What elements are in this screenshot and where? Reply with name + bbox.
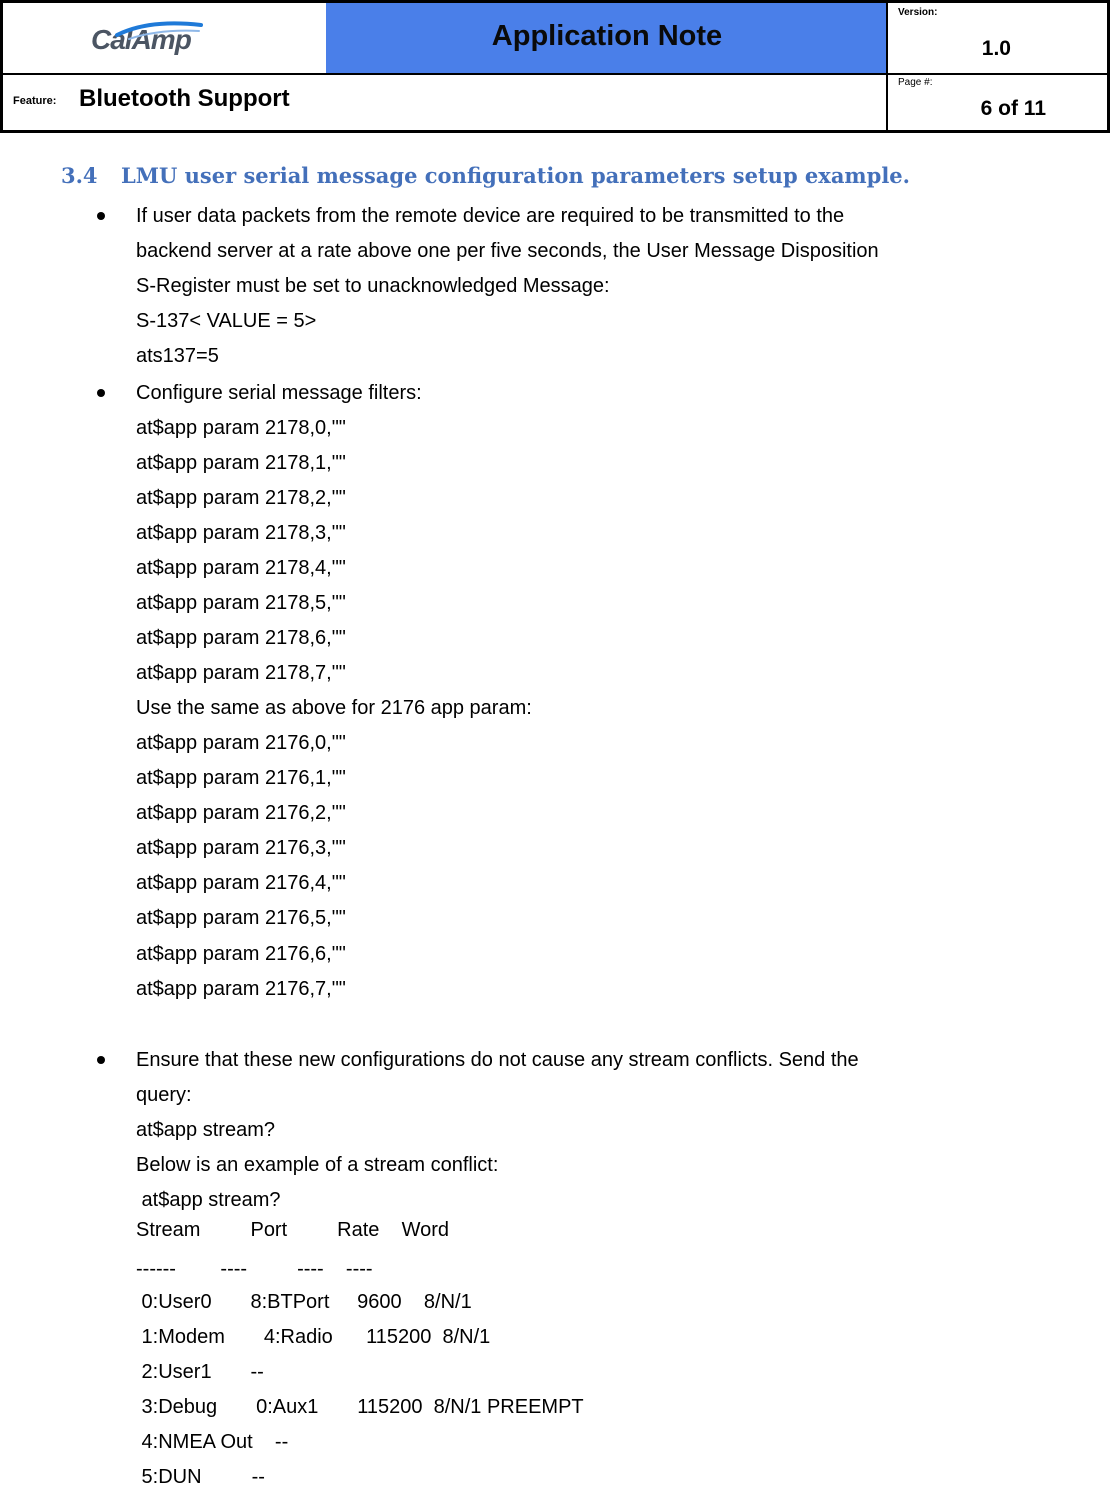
version-value: 1.0 (981, 37, 1011, 60)
command-line: at$app param 2176,5,"" (136, 907, 346, 929)
app-title: Application Note (491, 20, 723, 52)
stream-table-row: 5:DUN -- (136, 1466, 265, 1488)
command-line: at$app param 2176,2,"" (136, 802, 346, 824)
bullet-icon (97, 1056, 105, 1064)
command-line: at$app param 2176,0,"" (136, 732, 346, 754)
section-number: 3.4 (61, 163, 98, 188)
command-line: at$app param 2176,3,"" (136, 837, 346, 859)
bullet-icon (97, 389, 105, 397)
text-line: query: (136, 1084, 192, 1106)
page-label: Page #: (898, 77, 933, 88)
stream-table-row: 2:User1 -- (136, 1361, 264, 1383)
logo-cell (0, 0, 328, 75)
section-title: LMU user serial message configuration parameters setup example. (121, 163, 910, 188)
command-line: at$app param 2178,6,"" (136, 627, 346, 649)
stream-table-divider: ------ ---- ---- ---- (136, 1258, 373, 1280)
command-line: at$app param 2176,1,"" (136, 767, 346, 789)
svg-text:CalAmp: CalAmp (91, 24, 191, 55)
version-label: Version: (898, 7, 938, 18)
title-cell (326, 0, 888, 75)
command-line: at$app param 2178,1,"" (136, 452, 346, 474)
command-line: at$app param 2178,2,"" (136, 487, 346, 509)
page-cell (886, 73, 1110, 133)
command-line: at$app param 2178,0,"" (136, 417, 346, 439)
text-line: Below is an example of a stream conflict: (136, 1154, 499, 1176)
stream-table-header: Stream Port Rate Word (136, 1219, 450, 1241)
command-line: at$app param 2178,3,"" (136, 522, 346, 544)
command-line: at$app stream? (136, 1119, 275, 1141)
command-line: at$app param 2178,7,"" (136, 662, 346, 684)
text-line: Configure serial message filters: (136, 382, 422, 404)
document-header (0, 0, 1110, 133)
page-number: 6 of 11 (980, 97, 1046, 120)
text-line: S-137< VALUE = 5> (136, 310, 317, 332)
stream-table-row: 1:Modem 4:Radio 115200 8/N/1 (136, 1326, 491, 1348)
text-line: S-Register must be set to unacknowledged Message: (136, 275, 610, 297)
command-line: at$app param 2176,6,"" (136, 943, 346, 965)
command-line: at$app param 2176,7,"" (136, 978, 346, 1000)
text-line: ats137=5 (136, 345, 219, 367)
command-line: at$app param 2176,4,"" (136, 872, 346, 894)
version-cell (886, 0, 1110, 75)
command-line: at$app stream? (136, 1189, 281, 1211)
calamp-logo (89, 19, 244, 59)
feature-label: Feature: (13, 95, 57, 107)
text-line: Ensure that these new configurations do not cause any stream conflicts. Send the (136, 1049, 859, 1071)
command-line: at$app param 2178,4,"" (136, 557, 346, 579)
stream-table-row: 3:Debug 0:Aux1 115200 8/N/1 PREEMPT (136, 1396, 584, 1418)
section-heading (61, 163, 910, 188)
feature-value: Bluetooth Support (79, 85, 290, 112)
bullet-icon (97, 212, 105, 220)
text-line: Use the same as above for 2176 app param: (136, 697, 532, 719)
text-line: If user data packets from the remote device are required to be transmitted to the (136, 205, 845, 227)
command-line: at$app param 2178,5,"" (136, 592, 346, 614)
feature-cell (0, 73, 888, 133)
text-line: backend server at a rate above one per five seconds, the User Message Disposition (136, 240, 879, 262)
stream-table-row: 0:User0 8:BTPort 9600 8/N/1 (136, 1291, 472, 1313)
stream-table-row: 4:NMEA Out -- (136, 1431, 289, 1453)
